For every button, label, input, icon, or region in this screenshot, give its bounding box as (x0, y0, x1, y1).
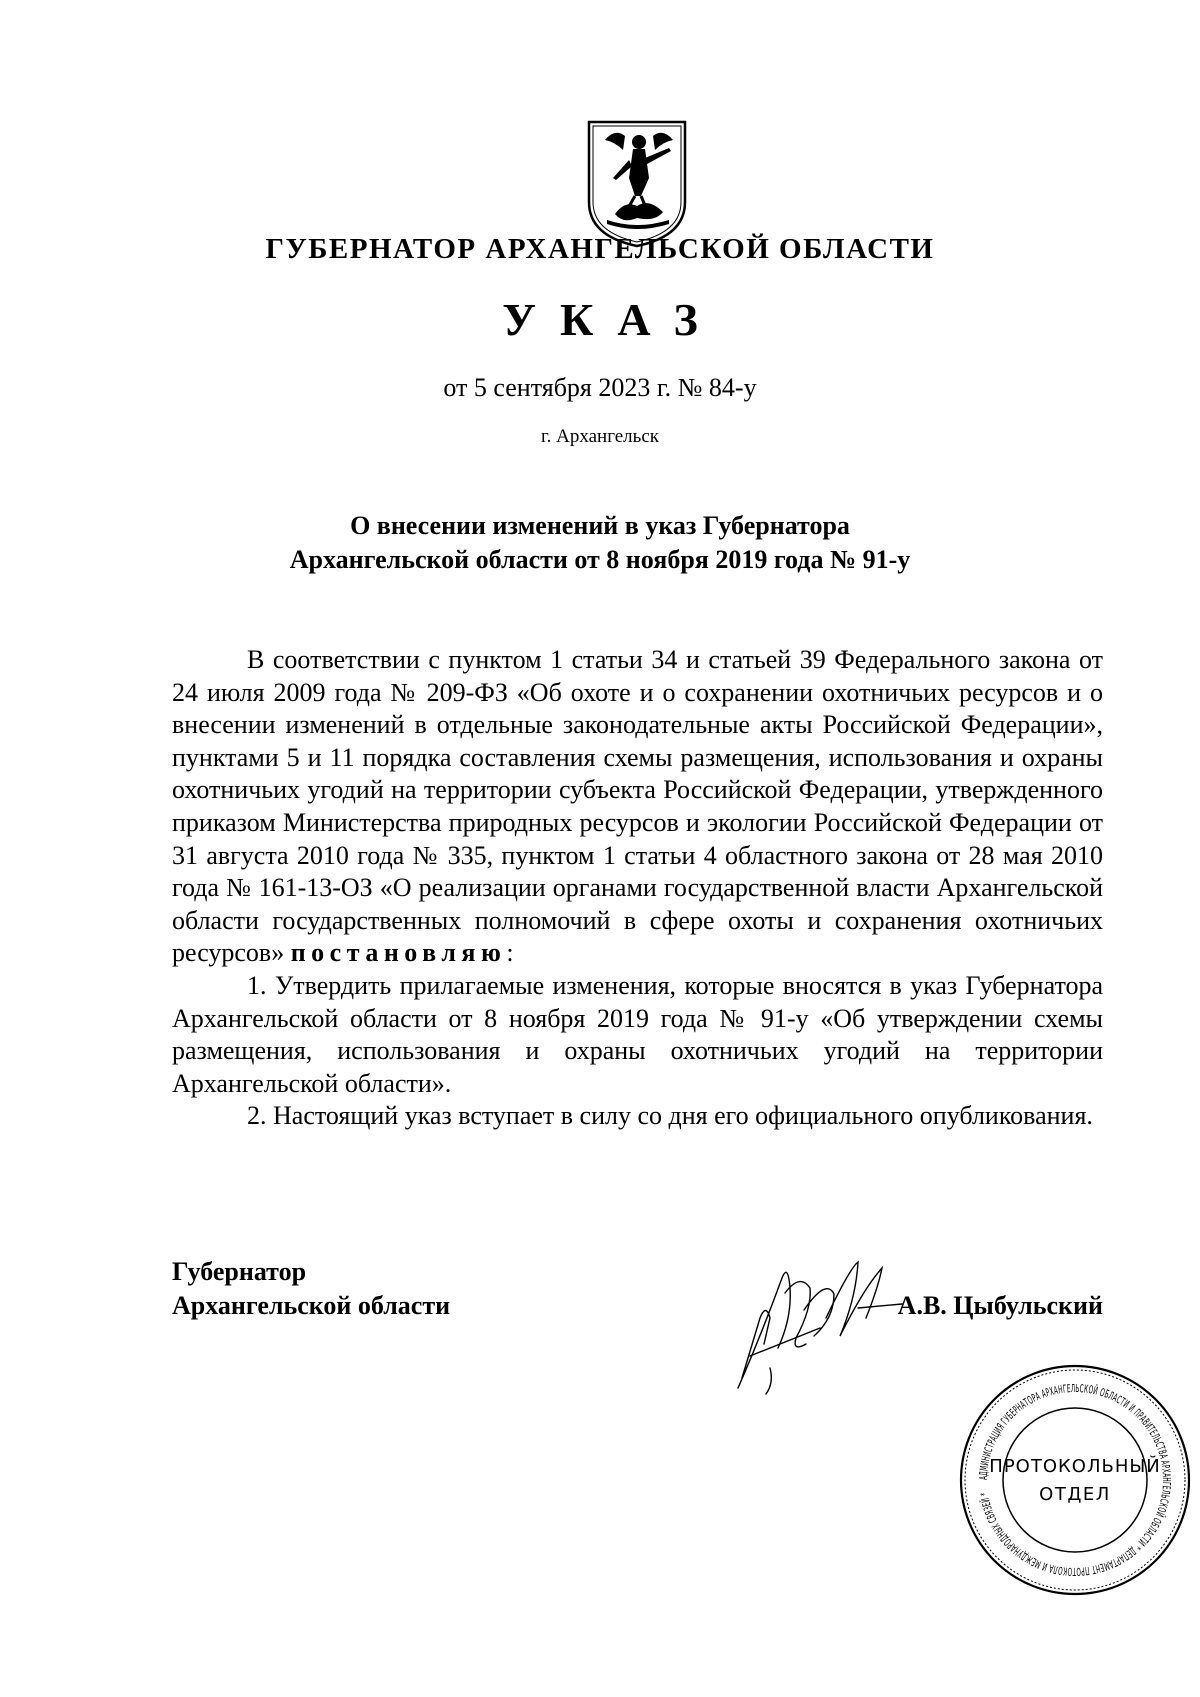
preamble-text: В соответствии с пунктом 1 статьи 34 и статьей 39 Федерального закона от 24 июля 2009 года № 209-ФЗ «Об охоте и о сохранении охотничьих ресурсов и о внесении изменений в отдельные законодательные акты Российской Федерации», пунктами 5 и 11 порядка составления схемы размещения, использования и охраны охотничьих угодий на территории субъекта Российской Федерации, утвержденного приказом Министерства природных ресурсов и экологии Российской Федерации от 31 августа 2010 года № 335, пунктом 1 статьи 4 областного закона от 28 мая 2010 года № 161-13-ОЗ «О реализации органами государственной власти Архангельской области государственных полномочий в сфере охоты и сохранения охотничьих ресурсов» (172, 645, 1103, 968)
official-stamp (950, 1355, 1200, 1605)
document-type-heading: УКАЗ (502, 294, 722, 345)
stamp-ring-text: АДМИНИСТРАЦИЯ ГУБЕРНАТОРА АРХАНГЕЛЬСКОЙ ОБЛАСТИ И ПРАВИТЕЛЬСТВА АРХАНГЕЛЬСКОЙ ОБЛАСТИ * ДЕПАРТАМЕНТ ПРОТОКОЛА И МЕЖДУНАРОДНЫХ СВЯЗЕЙ * (976, 1381, 1174, 1579)
decree-keyword: постановляю (290, 938, 507, 968)
document-title (200, 509, 1000, 577)
document-body (172, 644, 1103, 1133)
body-preamble (172, 644, 1103, 970)
stamp-center-line-2: ОТДЕЛ (1039, 1484, 1111, 1505)
handwritten-signature (730, 1248, 920, 1398)
decree-colon: : (506, 938, 514, 968)
issuing-authority: ГУБЕРНАТОР АРХАНГЕЛЬСКОЙ ОБЛАСТИ (265, 233, 935, 265)
signatory-position (172, 1255, 450, 1323)
signatory-name: А.В. Цыбульский (897, 1291, 1103, 1320)
stamp-center-line-1: ПРОТОКОЛЬНЫЙ (989, 1456, 1161, 1477)
document-date-number: от 5 сентября 2023 г. № 84-у (443, 373, 757, 402)
body-item-2: 2. Настоящий указ вступает в силу со дня его официального опубликования. (247, 1101, 1093, 1131)
document-title-line-1: О внесении изменений в указ Губернатора (350, 511, 850, 540)
body-item-1: 1. Утвердить прилагаемые изменения, которые вносятся в указ Губернатора Архангельской области от 8 ноября 2019 года № 91-у «Об утверждении схемы размещения, использования и охраны охотничьих угодий на территории Архангельской области». (172, 970, 1103, 1098)
document-place: г. Архангельск (540, 426, 659, 447)
document-title-line-2: Архангельской области от 8 ноября 2019 года № 91-у (289, 545, 911, 574)
svg-text:АДМИНИСТРАЦИЯ ГУБЕРНАТОРА АРХА (977, 1382, 1173, 1578)
coat-of-arms-emblem (585, 118, 689, 250)
signatory-position-line-2: Архангельской области (172, 1291, 451, 1320)
signatory-position-line-1: Губернатор (172, 1257, 307, 1286)
